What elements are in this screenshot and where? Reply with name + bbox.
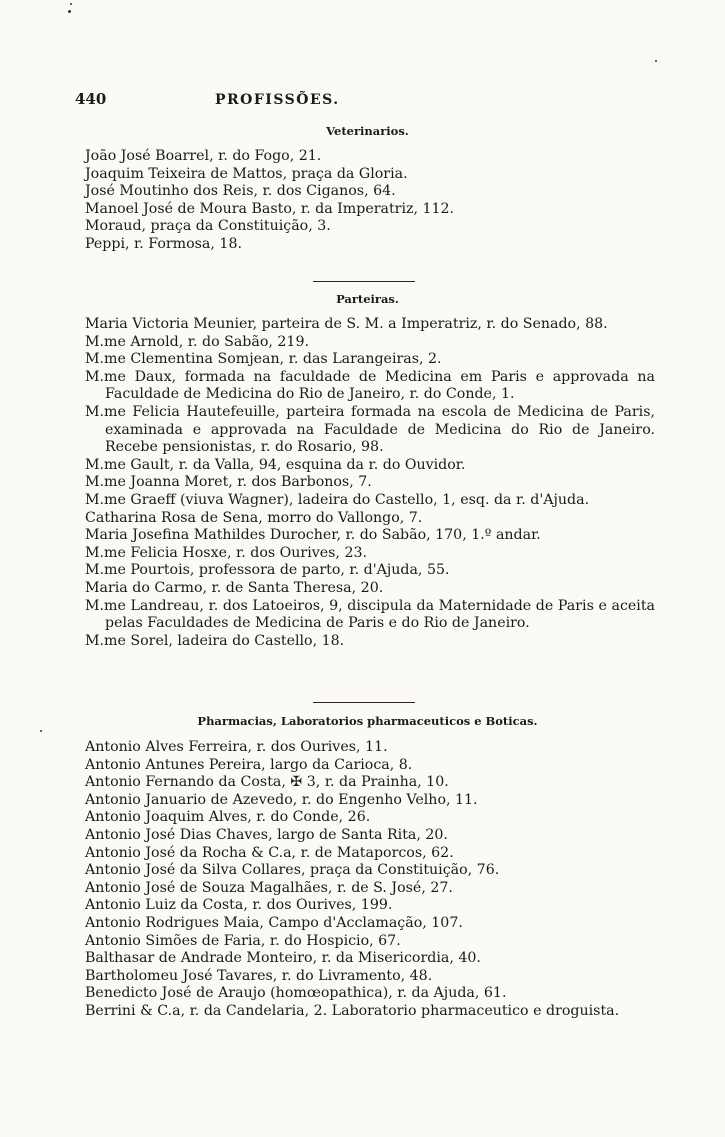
list-item: M.me Landreau, r. dos Latoeiros, 9, discipula da Maternidade de Paris e aceita pelas Faculdades de Medicina de Paris e do Rio de Janeiro. xyxy=(85,597,655,632)
list-item: Antonio Joaquim Alves, r. do Conde, 26. xyxy=(85,809,371,826)
list-item: Moraud, praça da Constituição, 3. xyxy=(85,218,331,235)
ink-speck xyxy=(40,730,42,732)
ink-speck xyxy=(655,60,657,62)
list-item: Antonio Fernando da Costa, ✠ 3, r. da Prainha, 10. xyxy=(85,774,449,791)
section-pharmacias-list xyxy=(85,739,655,1021)
list-item: M.me Arnold, r. do Sabão, 219. xyxy=(85,333,309,350)
section-title-parteiras: Parteiras. xyxy=(336,292,399,306)
list-item: Antonio Simões de Faria, r. do Hospicio, 67. xyxy=(85,932,401,949)
list-item: Maria Josefina Mathildes Durocher, r. do Sabão, 170, 1.º andar. xyxy=(85,527,541,544)
list-item: M.me Graeff (viuva Wagner), ladeira do Castello, 1, esq. da r. d'Ajuda. xyxy=(85,491,590,508)
list-item: Maria Victoria Meunier, parteira de S. M. a Imperatriz, r. do Senado, 88. xyxy=(85,316,608,332)
section-divider xyxy=(313,702,415,703)
list-item: Peppi, r. Formosa, 18. xyxy=(85,235,242,252)
list-item: Antonio Antunes Pereira, largo da Carioca, 8. xyxy=(85,756,413,773)
list-item: M.me Gault, r. da Valla, 94, esquina da r. do Ouvidor. xyxy=(85,456,466,473)
section-title-veterinarios: Veterinarios. xyxy=(326,124,409,138)
list-item: Benedicto José de Araujo (homœopathica), r. da Ajuda, 61. xyxy=(85,985,507,1002)
list-item: M.me Felicia Hautefeuille, parteira formada na escola de Medicina de Paris, examinada e approvada na Faculdade de Medicina do Rio de Janeiro. Recebe pensionistas, r. do Rosario, 98. xyxy=(85,403,655,456)
section-divider xyxy=(313,281,415,282)
page-number: 440 xyxy=(75,90,107,108)
list-item: M.me Daux, formada na faculdade de Medicina em Paris e approvada na Faculdade de Medicina do Rio de Janeiro, r. do Conde, 1. xyxy=(85,368,655,403)
list-item: M.me Joanna Moret, r. dos Barbonos, 7. xyxy=(85,474,372,491)
list-item: Antonio Alves Ferreira, r. dos Ourives, 11. xyxy=(85,739,388,755)
running-title: PROFISSÕES. xyxy=(215,92,340,108)
list-item: M.me Felicia Hosxe, r. dos Ourives, 23. xyxy=(85,544,368,561)
section-title-pharmacias: Pharmacias, Laboratorios pharmaceuticos e Boticas. xyxy=(197,714,538,728)
list-item: Antonio José da Silva Collares, praça da Constituição, 76. xyxy=(85,862,500,879)
list-item: Joaquim Teixeira de Mattos, praça da Gloria. xyxy=(85,165,408,182)
ink-speck xyxy=(70,3,72,5)
list-item: João José Boarrel, r. do Fogo, 21. xyxy=(85,148,322,164)
list-item: Manoel José de Moura Basto, r. da Imperatriz, 112. xyxy=(85,200,455,217)
list-item: M.me Clementina Somjean, r. das Larangeiras, 2. xyxy=(85,351,442,368)
list-item: Antonio José da Rocha & C.a, r. de Mataporcos, 62. xyxy=(85,844,454,861)
section-veterinarios-list xyxy=(85,148,655,254)
list-item: José Moutinho dos Reis, r. dos Ciganos, 64. xyxy=(85,183,396,200)
list-item: Antonio José Dias Chaves, largo de Santa Rita, 20. xyxy=(85,826,448,843)
list-item: Berrini & C.a, r. da Candelaria, 2. Laboratorio pharmaceutico e droguista. xyxy=(85,1002,620,1019)
section-parteiras-list xyxy=(85,316,655,650)
ink-speck xyxy=(68,10,71,13)
list-item: Bartholomeu José Tavares, r. do Livramento, 48. xyxy=(85,967,433,984)
page-header xyxy=(75,90,655,108)
list-item: Antonio Januario de Azevedo, r. do Engenho Velho, 11. xyxy=(85,791,478,808)
list-item: Antonio Rodrigues Maia, Campo d'Acclamação, 107. xyxy=(85,914,463,931)
list-item: Antonio José de Souza Magalhães, r. de S. José, 27. xyxy=(85,879,453,896)
list-item: Balthasar de Andrade Monteiro, r. da Misericordia, 40. xyxy=(85,950,481,967)
list-item: Antonio Luiz da Costa, r. dos Ourives, 199. xyxy=(85,897,393,914)
list-item: M.me Sorel, ladeira do Castello, 18. xyxy=(85,632,345,649)
list-item: M.me Pourtois, professora de parto, r. d'Ajuda, 55. xyxy=(85,562,450,579)
list-item: Catharina Rosa de Sena, morro do Vallongo, 7. xyxy=(85,509,423,526)
list-item: Maria do Carmo, r. de Santa Theresa, 20. xyxy=(85,579,384,596)
